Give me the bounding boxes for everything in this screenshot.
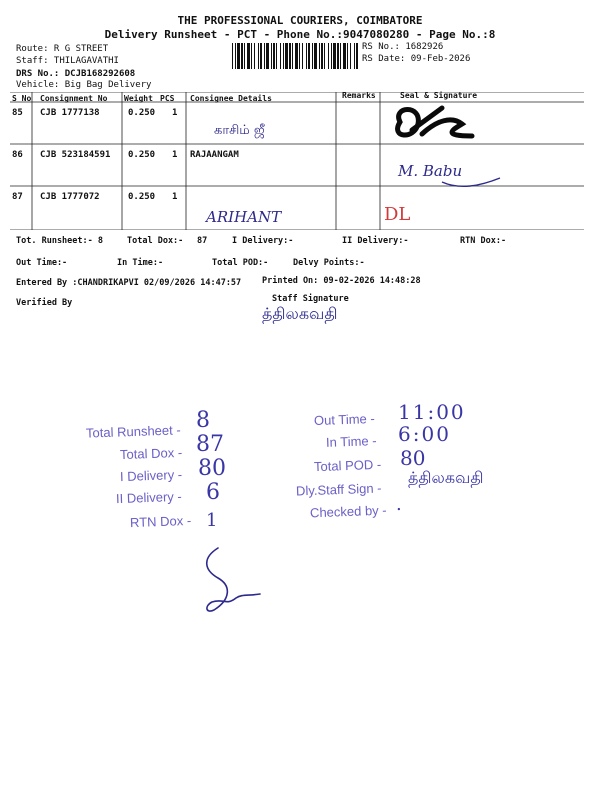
handwritten-consignee-name: காசிம் ஜீ <box>214 123 265 138</box>
handwritten-value: 1 <box>206 510 218 531</box>
delvy-points-label: Delvy Points:- <box>293 258 365 268</box>
ii-delivery-label: II Delivery:- <box>342 236 409 246</box>
stamp-total-pod: Total POD - <box>313 456 382 475</box>
vehicle-label: Vehicle: Big Bag Delivery <box>16 80 152 90</box>
row-weight: 0.250 <box>128 108 156 118</box>
total-dox-value: 87 <box>197 236 208 246</box>
signature-underline <box>440 170 504 192</box>
row-pcs: 1 <box>172 150 178 160</box>
staff-signature-handwriting: த்திலகவதி <box>262 304 338 323</box>
page-subtitle: Delivery Runsheet - PCT - Phone No.:9047080280 - Page No.:8 <box>104 28 496 41</box>
printed-on-label: Printed On: 09-02-2026 14:48:28 <box>262 276 421 286</box>
col-header-consignment: Consignment No <box>40 94 108 103</box>
stamp-ii-delivery: II Delivery - <box>115 488 182 507</box>
col-header-sno: S No <box>12 94 32 103</box>
rs-no-label: RS No.: 1682926 <box>362 42 444 52</box>
stamp-in-time: In Time - <box>325 433 377 450</box>
rtn-dox-label: RTN Dox:- <box>460 236 507 246</box>
total-dox-label: Total Dox:- <box>127 236 184 246</box>
out-time-label: Out Time:- <box>16 258 68 268</box>
col-header-consignee: Consignee Details <box>190 94 272 103</box>
verifier-signature <box>196 540 286 620</box>
staff-label: Staff: THILAGAVATHI <box>16 56 119 66</box>
row-sno: 85 <box>12 108 23 118</box>
stamp-total-dox: Total Dox - <box>119 444 183 463</box>
handwritten-signature: M. Babu <box>398 162 463 180</box>
handwritten-value: 11:00 <box>398 400 466 424</box>
row-pcs: 1 <box>172 108 178 118</box>
rs-date-label: RS Date: 09-Feb-2026 <box>362 54 471 64</box>
col-header-seal: Seal & Signature <box>400 91 478 100</box>
total-runsheet-label: Tot. Runsheet:- 8 <box>16 236 103 246</box>
route-label: Route: R G STREET <box>16 44 109 54</box>
handwritten-remark: DL <box>384 204 411 225</box>
handwritten-value: 80 <box>198 456 226 481</box>
row-consignment: CJB 1777138 <box>40 108 100 118</box>
handwritten-value: த்திலகவதி <box>408 468 484 487</box>
in-time-label: In Time:- <box>117 258 164 268</box>
stamp-rtn-dox: RTN Dox - <box>129 512 192 531</box>
seal-signature-scribble <box>382 100 492 154</box>
verified-by-label: Verified By <box>16 298 73 308</box>
barcode-image <box>232 43 358 69</box>
drs-label: DRS No.: DCJB168292608 <box>16 69 136 79</box>
page-title: THE PROFESSIONAL COURIERS, COIMBATORE <box>177 14 423 27</box>
row-weight: 0.250 <box>128 192 156 202</box>
handwritten-value: . <box>396 494 402 515</box>
handwritten-value: 6 <box>206 480 220 505</box>
row-pcs: 1 <box>172 192 178 202</box>
i-delivery-label: I Delivery:- <box>232 236 294 246</box>
row-consignment: CJB 523184591 <box>40 150 111 160</box>
stamp-out-time: Out Time - <box>313 410 375 429</box>
handwritten-value: 87 <box>196 432 224 457</box>
handwritten-consignee-name-2: ARIHANT <box>206 208 282 226</box>
row-consignee: RAJAANGAM <box>190 150 239 160</box>
row-sno: 86 <box>12 150 23 160</box>
stamp-dly-staff-sign: Dly.Staff Sign - <box>295 480 382 499</box>
row-sno: 87 <box>12 192 23 202</box>
col-header-weight: Weight <box>124 94 153 103</box>
stamp-i-delivery: I Delivery - <box>119 466 183 485</box>
stamp-total-runsheet: Total Runsheet - <box>85 422 181 441</box>
total-pod-label: Total POD:- <box>212 258 269 268</box>
stamp-checked-by: Checked by - <box>309 502 387 521</box>
handwritten-value: 8 <box>196 408 210 433</box>
row-consignment: CJB 1777072 <box>40 192 100 202</box>
col-header-pcs: PCS <box>160 94 175 103</box>
entered-by-label: Entered By :CHANDRIKAPVI 02/09/2026 14:47:57 <box>16 278 242 288</box>
staff-signature-label: Staff Signature <box>272 294 349 304</box>
col-header-remarks: Remarks <box>342 91 376 100</box>
handwritten-value: 80 <box>400 446 426 470</box>
row-weight: 0.250 <box>128 150 156 160</box>
handwritten-value: 6:00 <box>398 422 451 446</box>
